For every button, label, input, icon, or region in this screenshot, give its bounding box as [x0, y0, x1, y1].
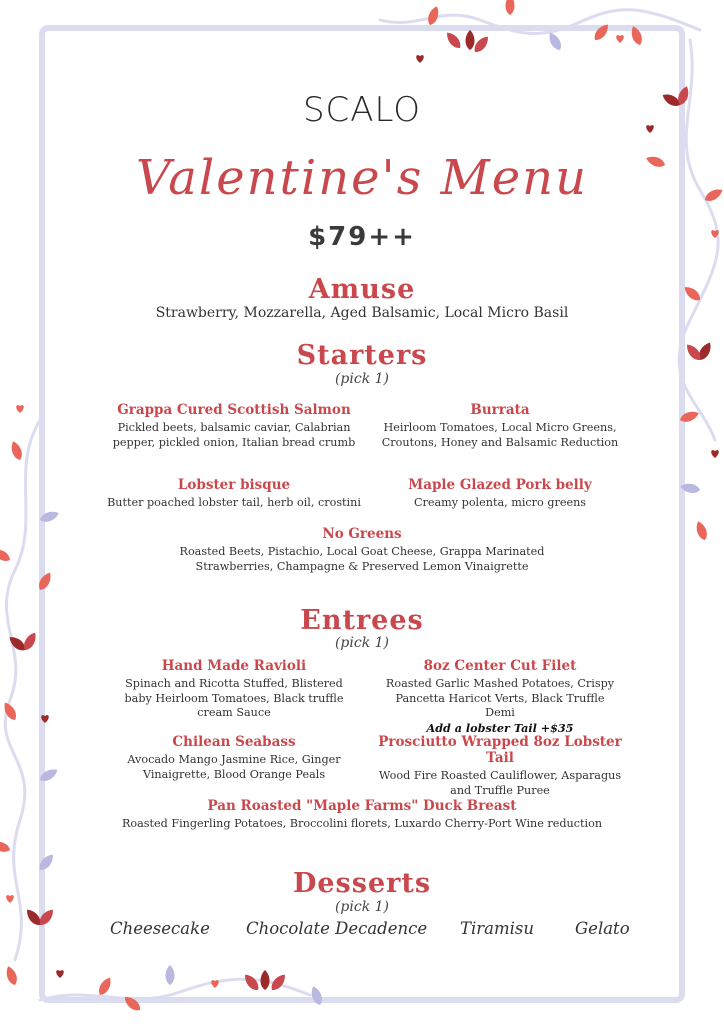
dish-description: Roasted Fingerling Potatoes, Broccolini florets, Luxardo Cherry-Port Wine reduction: [121, 817, 603, 830]
dish-description: Creamy polenta, micro greens: [413, 496, 587, 509]
starter-item: [380, 477, 620, 511]
amuse-description: Strawberry, Mozzarella, Aged Balsamic, Local Micro Basil: [155, 305, 569, 321]
page-title: Valentine's Menu: [136, 150, 588, 206]
amuse-heading: Amuse: [308, 274, 416, 305]
lobster-tail-addon: Add a lobster Tail +$35: [426, 720, 574, 735]
entree-item: [120, 734, 348, 782]
starters-heading: Starters: [296, 340, 428, 371]
desserts-heading: Desserts: [292, 868, 432, 899]
starter-item: [100, 477, 368, 511]
dish-name: No Greens: [322, 526, 402, 542]
entrees-note: (pick 1): [334, 635, 390, 651]
dish-description: Heirloom Tomatoes, Local Micro Greens, Croutons, Honey and Balsamic Reduction: [381, 421, 619, 449]
dish-name: Hand Made Ravioli: [161, 658, 307, 674]
dish-description: Butter poached lobster tail, herb oil, crostini: [107, 496, 361, 509]
dish-name: Chilean Seabass: [172, 734, 296, 750]
dessert-item: Chocolate Decadence: [246, 919, 428, 938]
entree-item: [120, 658, 348, 721]
dish-name: Burrata: [470, 402, 530, 418]
dessert-item: Cheesecake: [110, 919, 210, 938]
dish-description: Avocado Mango Jasmine Rice, Ginger Vinaigrette, Blood Orange Peals: [127, 753, 341, 781]
dish-description: Pickled beets, balsamic caviar, Calabrian pepper, pickled onion, Italian bread crumb: [112, 421, 356, 449]
dish-name: 8oz Center Cut Filet: [423, 658, 577, 674]
dessert-item: Gelato: [575, 919, 630, 938]
menu-price: $79++: [308, 222, 416, 252]
dish-name: Prosciutto Wrapped 8oz Lobster Tail: [378, 734, 622, 766]
starter-item: [142, 526, 582, 574]
dish-description: Spinach and Ricotta Stuffed, Blistered baby Heirloom Tomatoes, Black truffle cream Sauce: [124, 677, 344, 719]
entree-item: [112, 798, 612, 832]
dish-description: Roasted Beets, Pistachio, Local Goat Cheese, Grappa Marinated Strawberries, Champagne & Preserved Lemon Vinaigrette: [179, 545, 545, 573]
dish-name: Lobster bisque: [177, 477, 291, 493]
brand-logo: SCALO: [302, 90, 422, 130]
dish-name: Grappa Cured Scottish Salmon: [117, 402, 351, 418]
dish-name: Maple Glazed Pork belly: [408, 477, 592, 493]
dish-description: Wood Fire Roasted Cauliflower, Asparagus and Truffle Puree: [378, 769, 622, 797]
dessert-item: Tiramisu: [460, 919, 535, 938]
dish-name: Pan Roasted "Maple Farms" Duck Breast: [207, 798, 517, 814]
entree-item: [370, 734, 630, 798]
starters-note: (pick 1): [334, 371, 390, 387]
dish-description: Roasted Garlic Mashed Potatoes, Crispy Pancetta Haricot Verts, Black Truffle Demi: [385, 677, 615, 719]
desserts-note: (pick 1): [334, 899, 390, 915]
entree-item: [380, 658, 620, 735]
entrees-heading: Entrees: [300, 605, 424, 636]
starter-item: [108, 402, 360, 450]
starter-item: [380, 402, 620, 450]
